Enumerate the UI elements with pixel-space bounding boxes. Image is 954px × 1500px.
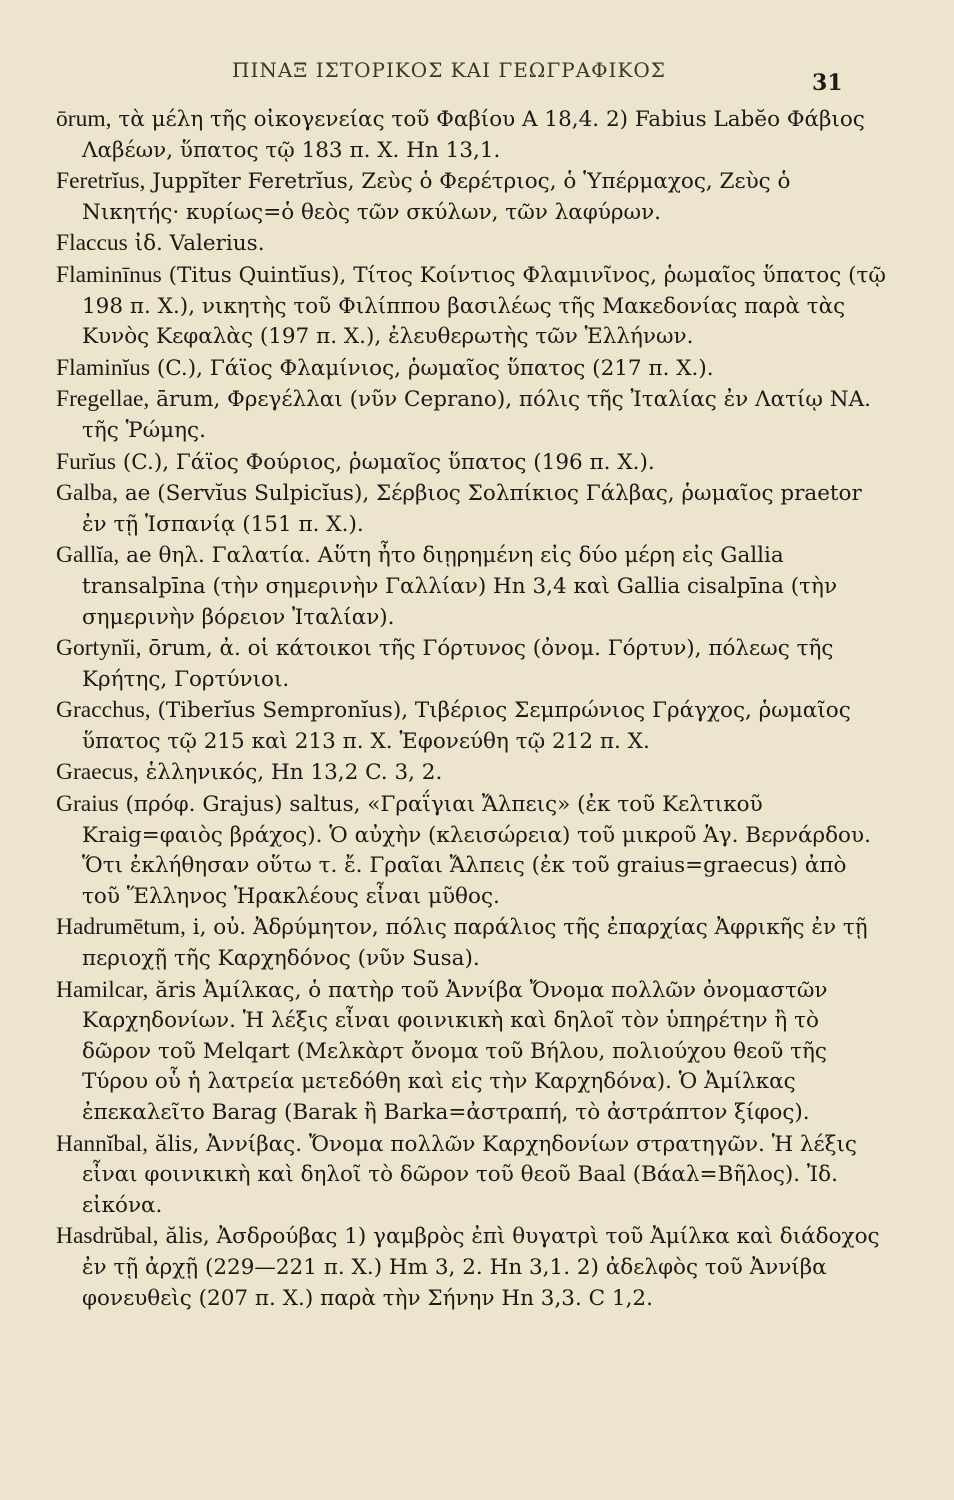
entry-headword: Galba, [56,480,118,507]
entry-headword: Feretrĭus, [56,168,146,195]
entry-text: (πρόφ. Grajus) saltus, «Γραΐγιαι Ἄλπεις» (ἐκ τοῦ Κελτικοῦ Kraig=φαιὸς βράχος). Ὁ αὐχὴν (κλεισώρεια) τοῦ μικροῦ Ἁγ. Βερνάρδου. Ὅτι ἐκλήθησαν οὕτω τ. ἔ. Γραῖαι Ἄλπεις (ἐκ τοῦ graius=graecus) ἀπὸ τοῦ Ἕλληνος Ἡρακλέους εἶναι μῦθος. [82,792,871,909]
entry-text: (Titus Quintĭus), Τίτος Κοίντιος Φλαμινῖνος, ῥωμαῖος ὕπατος (τῷ 198 π. X.), νικητὴς τοῦ Φιλίππου βασιλέως τῆς Μακεδονίας παρὰ τὰς Κυνὸς Κεφαλὰς (197 π. X.), ἐλευθερωτὴς τῶν Ἑλλήνων. [82,262,886,350]
entry-headword: Fregellae, [56,386,150,413]
entry-gallia [56,540,886,633]
entry-headword: Gortynĭi, [56,635,142,662]
entry-hannibal [56,1129,886,1222]
entry-text: ălis, Ἀννίβας. Ὄνομα πολλῶν Καρχηδονίων στρατηγῶν. Ἡ λέξις εἶναι φοινικικὴ καὶ δηλοῖ τὸ δῶρον τοῦ θεοῦ Baal (Βάαλ=Βῆλος). Ἰδ. εἰκόνα. [82,1131,857,1218]
entry-hasdrubal [56,1221,886,1314]
entry-headword: Graecus, [56,759,139,786]
entry-text: ārum, Φρεγέλλαι (νῦν Ceprano), πόλις τῆς Ἰταλίας ἐν Λατίῳ NA. τῆς Ῥώμης. [82,387,871,443]
entry-text: ae (Servĭus Sulpicĭus), Σέρβιος Σολπίκιος Γάλβας, ῥωμαῖος praetor ἐν τῇ Ἱσπανίᾳ (151 π. X.). [82,481,862,537]
entry-graecus [56,757,886,789]
page-number: 31 [812,70,843,96]
entry-text: ălis, Ἀσδρούβας 1) γαμβρὸς ἐπὶ θυγατρὶ τοῦ Ἀμίλκα καὶ διάδοχος ἐν τῇ ἀρχῇ (229—221 π. X.) Hm 3, 2. Hn 3,1. 2) ἀδελφὸς τοῦ Ἀννίβα φονευθεὶς (207 π. X.) παρὰ τὴν Σήνην Hn 3,3. C 1,2. [82,1224,880,1311]
entry-headword: Gracchus, [56,697,151,724]
entry-text: (Tiberĭus Sempronĭus), Τιβέριος Σεμπρώνιος Γράγχος, ῥωμαῖος ὕπατος τῷ 215 καὶ 213 π. X. Ἐφονεύθη τῷ 212 π. X. [82,698,851,754]
entry-text: ae θηλ. Γαλατία. Αὕτη ἦτο διῃρημένη εἰς δύο μέρη εἰς Gallia transalpīna (τὴν σημερινὴν Γαλλίαν) Hn 3,4 καὶ Gallia cisalpīna (τὴν σημερινὴν βόρειον Ἰταλίαν). [82,543,838,630]
entry-text: τὰ μέλη τῆς οἰκογενείας τοῦ Φαβίου A 18,4. 2) Fabius Labĕo Φάβιος Λαβέων, ὕπατος τῷ 183 π. X. Hn 13,1. [82,107,865,163]
running-head-title: ΠΙΝΑΞ ΙΣΤΟΡΙΚΟΣ ΚΑΙ ΓΕΩΓΡΑΦΙΚΟΣ [232,58,666,82]
entry-headword: Furĭus [56,448,117,475]
entry-text: ἑλληνικός, Hn 13,2 C. 3, 2. [145,760,443,786]
entry-headword: ōrum, [56,106,112,132]
entry-text: (C.), Γάϊος Φούριος, ῥωμαῖος ὕπατος (196 π. X.). [122,449,655,475]
entry-feretrius [56,166,886,228]
entry-fregellae [56,384,886,446]
entry-text: ăris Ἀμίλκας, ὁ πατὴρ τοῦ Ἀννίβα Ὄνομα πολλῶν ὀνομαστῶν Καρχηδονίων. Ἡ λέξις εἶναι φοινικικὴ καὶ δηλοῖ τὸν ὑπηρέτην ἢ τὸ δῶρον τοῦ Melqart (Μελκὰρτ ὄνομα τοῦ Βήλου, πολιούχου θεοῦ τῆς Τύρου οὗ ἡ λατρεία μετεδόθη καὶ εἰς τὴν Καρχηδόνα). Ὁ Ἀμίλκας ἐπεκαλεῖτο Barag (Barak ἢ Barka=ἀστραπή, τὸ ἀστράπτον ξίφος). [82,977,828,1125]
entry-headword: Flaminīnus [56,261,162,288]
entry-flamininus [56,260,886,353]
entry-headword: Gallĭa, [56,542,120,569]
entry-text: (C.), Γάϊος Φλαμίνιος, ῥωμαῖος ὕπατος (217 π. X.). [156,355,714,381]
entry-text: i, οὐ. Ἀδρύμητον, πόλις παράλιος τῆς ἐπαρχίας Ἀφρικῆς ἐν τῇ περιοχῇ τῆς Καρχηδόνος (νῦν Susa). [82,915,868,972]
entry-gortynii [56,633,886,695]
entry-gracchus [56,695,886,757]
entry-headword: Flaccus [56,230,128,257]
entry-headword: Hannĭbal, [56,1130,149,1157]
entry-flaccus [56,228,886,260]
entry-list [56,104,886,1314]
entry-headword: Hadrumētum, [56,914,186,941]
entry-text: ἰδ. Valerius. [134,231,265,257]
entry-graius [56,789,886,912]
entry-text: Juppĭter Feretrĭus, Ζεὺς ὁ Φερέτριος, ὁ Ὑπέρμαχος, Ζεὺς ὁ Νικητής· κυρίως=ὁ θεὸς τῶν σκύλων, τῶν λαφύρων. [82,169,791,225]
entry-flaminius [56,353,886,385]
entry-text: ōrum, ἀ. οἱ κάτοικοι τῆς Γόρτυνος (ὀνομ. Γόρτυν), πόλεως τῆς Κρήτης, Γορτύνιοι. [82,636,834,692]
entry-hamilcar [56,975,886,1129]
entry-furius [56,447,886,479]
entry-headword: Hasdrŭbal, [56,1223,159,1250]
entry-headword: Flaminĭus [56,354,151,381]
entry-galba [56,478,886,540]
entry-headword: Graius [56,791,119,818]
entry-headword: Hamilcar, [56,976,149,1003]
entry-hadrumetum [56,912,886,974]
entry-fabii [56,104,886,166]
